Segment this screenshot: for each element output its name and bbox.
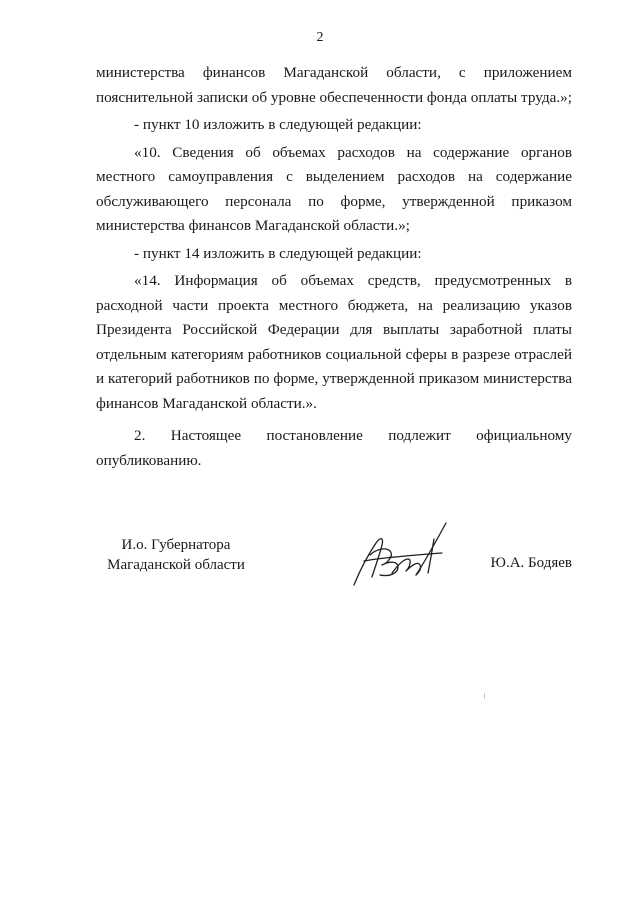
signature-block (96, 535, 572, 605)
paragraph-item-10-text: «10. Сведения об объемах расходов на содержание органов местного самоуправления с выделением расходов на содержание обслуживающего персонала по форме, утвержденной приказом министерства финансов Магаданской области.»; (96, 143, 572, 234)
paragraph-item-14-instruction: - пункт 14 изложить в следующей редакции: (134, 244, 422, 262)
signer-title-line-1: И.о. Губернатора (121, 537, 231, 553)
paragraph-item-14-text: «14. Информация об объемах средств, предусмотренных в расходной части проекта местного бюджета, на реализацию указов Президента Российской Федерации для выплаты заработной платы отдельным категориям работников социальной сферы в разрезе отраслей и категорий работников по форме, утвержденной приказом министерства финансов Магаданской области.». (96, 272, 572, 412)
paragraph-continuation: министерства финансов Магаданской области, с приложением пояснительной записки об уровне обеспеченности фонда оплаты труда.»; (96, 64, 572, 106)
page-number: 2 (316, 30, 324, 45)
paragraph-publication: 2. Настоящее постановление подлежит официальному опубликованию. (96, 427, 572, 469)
signer-title (96, 535, 256, 575)
signer-name: Ю.А. Бодяев (490, 555, 572, 571)
handwritten-signature (346, 515, 456, 595)
signer-title-line-2: Магаданской области (107, 557, 245, 573)
paragraph-item-10-instruction: - пункт 10 изложить в следующей редакции: (134, 116, 422, 133)
scan-speck (484, 693, 485, 699)
document-body (96, 61, 572, 476)
